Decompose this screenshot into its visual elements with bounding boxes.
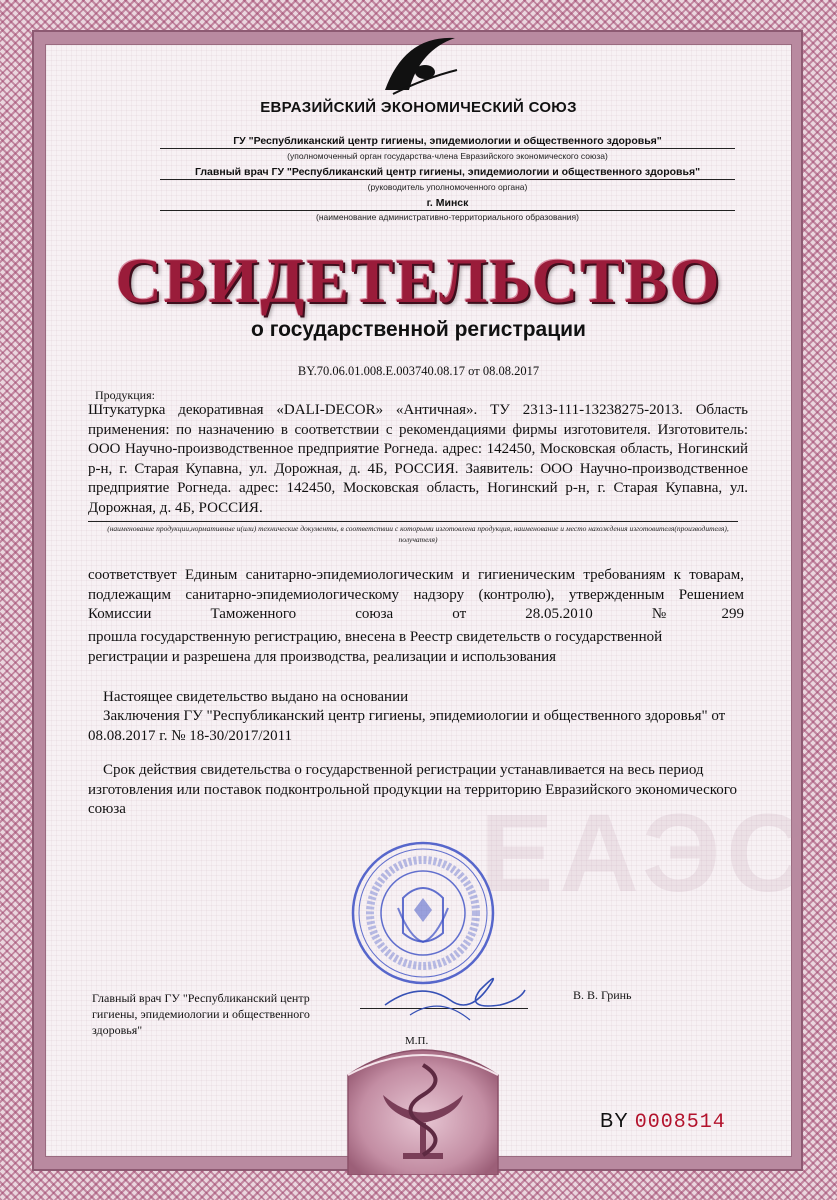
serial-number bbox=[600, 1110, 726, 1134]
handwritten-signature-icon bbox=[380, 960, 530, 1030]
authority-name: ГУ "Республиканский центр гигиены, эпидемиологии и общественного здоровья" bbox=[160, 135, 735, 149]
head-caption: (руководитель уполномоченного органа) bbox=[367, 182, 528, 192]
authority-caption: (уполномоченный орган государства-члена Евразийского экономического союза) bbox=[287, 151, 608, 161]
eaeu-logo-icon bbox=[375, 30, 465, 100]
registration-statement: прошла государственную регистрацию, внесена в Реестр свидетельств о государственной регистрации и разрешена для производства, реализации и использования bbox=[88, 629, 663, 665]
eaes-watermark: ЕАЭС bbox=[480, 792, 812, 915]
stamp-place-label: М.П. bbox=[405, 1035, 429, 1047]
validity-text: Срок действия свидетельства о государственной регистрации устанавливается на весь период изготовления или поставок подконтрольной продукции на территорию Евразийского экономического союза bbox=[88, 762, 738, 817]
city-caption: (наименование административно-территориального образования) bbox=[316, 212, 579, 222]
basis-intro: Настоящее свидетельство выдано на основании bbox=[103, 689, 409, 705]
basis-text: Заключения ГУ "Республиканский центр гигиены, эпидемиологии и общественного здоровья" от 08.08.2017 г. № 18-30/2017/2011 bbox=[88, 708, 726, 744]
certificate-title: СВИДЕТЕЛЬСТВО bbox=[115, 245, 722, 316]
product-label: Продукция: bbox=[95, 388, 155, 402]
product-caption: (наименование продукции,нормативные и(или) технические документы, в соответствии с которыми изготовлена продукция, наименование и место нахождения изготовителя(производителя), получателя) bbox=[107, 524, 729, 544]
hologram-icon bbox=[338, 1035, 508, 1175]
certificate-subtitle: о государственной регистрации bbox=[251, 318, 586, 341]
conformity-text bbox=[88, 566, 744, 625]
product-description: Штукатурка декоративная «DALI-DECOR» «Античная». ТУ 2313-111-13238275-2013. Область применения: по назначению в соответствии с рекомендациями фирмы изготовителя. Изготовитель: ООО Научно-производственное предприятие Рогнеда. адрес: 142450, Московская область, Ногинский р-н, г. Старая Купавна, ул. Дорожная, д. 4Б, РОССИЯ. Заявитель: ООО Научно-производственное предприятие Рогнеда. адрес: 142450, Московская область, Ногинский р-н, г. Старая Купавна, ул. Дорожная, д. 4Б, РОССИЯ. bbox=[88, 402, 748, 516]
head-name: Главный врач ГУ "Республиканский центр гигиены, эпидемиологии и общественного здоровья" bbox=[160, 166, 735, 180]
signatory-position: Главный врач ГУ "Республиканский центр гигиены, эпидемиологии и общественного здоровья" bbox=[92, 991, 310, 1037]
conformity-statement: соответствует Единым санитарно-эпидемиологическим и гигиеническим требованиям к товарам, подлежащим санитарно-эпидемиологическому надзору (контролю), утвержденным Решением Комиссии Таможенного союза от 28.05.2010 №299 bbox=[88, 567, 744, 622]
registration-number: BY.70.06.01.008.Е.003740.08.17 от 08.08.2017 bbox=[297, 364, 540, 378]
union-name: ЕВРАЗИЙСКИЙ ЭКОНОМИЧЕСКИЙ СОЮЗ bbox=[260, 99, 577, 116]
product-underline bbox=[88, 521, 738, 522]
serial-digits: 0008514 bbox=[634, 1111, 726, 1134]
serial-prefix: BY bbox=[600, 1110, 629, 1132]
city-name: г. Минск bbox=[160, 197, 735, 211]
signatory-name: В. В. Гринь bbox=[573, 988, 632, 1002]
